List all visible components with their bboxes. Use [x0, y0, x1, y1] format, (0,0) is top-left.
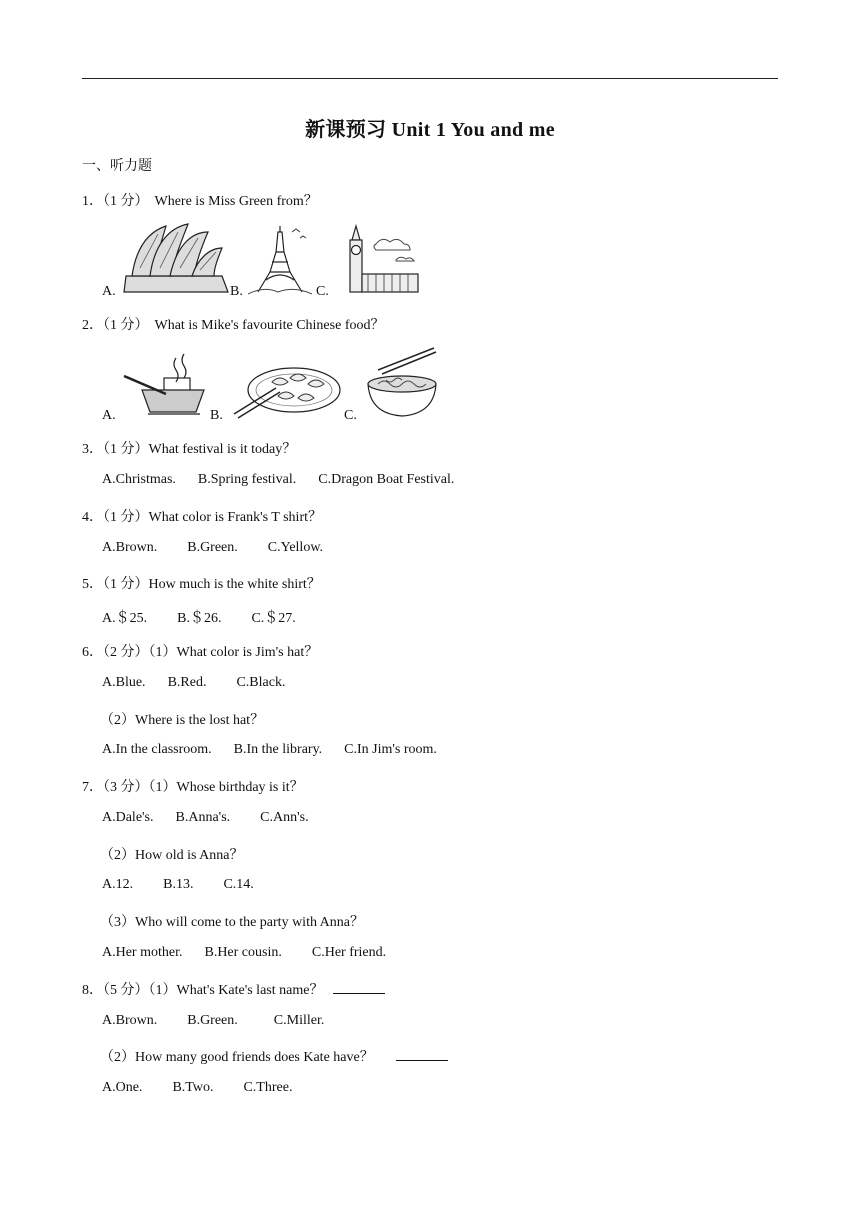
question-3 — [82, 438, 296, 458]
option-b: B.13. — [163, 877, 194, 892]
header-rule — [82, 78, 778, 79]
option-a: A.Brown. — [102, 1013, 158, 1028]
answer-options — [102, 607, 296, 627]
option-c: C.Dragon Boat Festival. — [318, 472, 455, 487]
answer-options — [102, 945, 386, 961]
option-a: A.One. — [102, 1080, 143, 1095]
option-b: B.Anna's. — [175, 810, 231, 825]
question-text: What festival is it today？ — [148, 442, 297, 457]
answer-options — [102, 1080, 292, 1096]
question-number: 3．（1 分） — [82, 442, 149, 457]
option-a: A.Her mother. — [102, 945, 183, 960]
option-label-c: C. — [344, 408, 357, 423]
question-6 — [82, 641, 318, 661]
option-label-a: A. — [102, 408, 116, 423]
question-number: 6．（2 分） — [82, 645, 149, 660]
answer-options — [102, 675, 285, 691]
question-1 — [82, 190, 318, 210]
option-a: A.Brown. — [102, 540, 158, 555]
sub-question: （3）Who will come to the party with Anna？ — [100, 915, 365, 930]
answer-options — [102, 742, 437, 758]
answer-options — [102, 810, 309, 826]
option-b: B.Spring festival. — [197, 472, 297, 487]
option-c: C.Black. — [236, 675, 286, 690]
option-a: A.Dale's. — [102, 810, 154, 825]
option-label-c: C. — [316, 284, 329, 299]
question-number: 5．（1 分） — [82, 577, 149, 592]
answer-blank[interactable] — [333, 979, 385, 994]
option-b: B.Green. — [187, 1013, 238, 1028]
option-b: B.Her cousin. — [204, 945, 282, 960]
sub-question-text: （2）How many good friends does Kate have？ — [100, 1050, 374, 1065]
option-c: C.Yellow. — [267, 540, 324, 555]
question-7 — [82, 776, 304, 796]
question-number: 4．（1 分） — [82, 510, 149, 525]
question-text: What is Mike's favourite Chinese food？ — [154, 318, 385, 333]
option-b: B.＄26. — [177, 611, 222, 626]
hotpot-icon — [120, 350, 210, 420]
sub-question: （2）How old is Anna？ — [100, 848, 244, 863]
page-title: 新课预习 Unit 1 You and me — [305, 119, 555, 141]
answer-options — [102, 540, 323, 556]
answer-options — [102, 472, 454, 488]
option-a: A.＄25. — [102, 611, 148, 626]
big-ben-icon — [336, 220, 422, 296]
section-heading: 一、听力题 — [82, 159, 152, 174]
option-a: A.12. — [102, 877, 134, 892]
answer-options — [102, 877, 254, 893]
question-number: 7．（3 分） — [82, 780, 149, 795]
answer-blank[interactable] — [396, 1046, 448, 1061]
dumplings-icon — [232, 360, 344, 420]
question-4 — [82, 506, 322, 526]
question-text: （1）Whose birthday is it？ — [148, 780, 304, 795]
question-number: 1．（1 分） — [82, 194, 149, 209]
option-a: A.Blue. — [102, 675, 146, 690]
option-b: B.Two. — [172, 1080, 214, 1095]
option-b: B.Red. — [167, 675, 207, 690]
noodles-icon — [364, 344, 440, 420]
option-c: C.14. — [223, 877, 254, 892]
option-c: C.Ann's. — [260, 810, 309, 825]
question-8 — [82, 979, 385, 999]
opera-house-icon — [122, 218, 232, 296]
option-label-a: A. — [102, 284, 116, 299]
question-text: How much is the white shirt？ — [148, 577, 321, 592]
option-c: C.Three. — [243, 1080, 293, 1095]
question-number: 8．（5 分） — [82, 983, 149, 998]
option-c: C.In Jim's room. — [344, 742, 437, 757]
question-text: What color is Frank's T shirt？ — [148, 510, 322, 525]
option-c: C.Miller. — [273, 1013, 325, 1028]
option-label-b: B. — [210, 408, 223, 423]
option-b: B.Green. — [187, 540, 238, 555]
sub-question — [100, 1046, 448, 1066]
question-2 — [82, 314, 384, 334]
question-text: （1）What color is Jim's hat？ — [148, 645, 319, 660]
question-number: 2．（1 分） — [82, 318, 149, 333]
eiffel-tower-icon — [248, 222, 312, 296]
question-5 — [82, 573, 321, 593]
option-c: C.Her friend. — [311, 945, 387, 960]
question-text: Where is Miss Green from？ — [154, 194, 318, 209]
option-a: A.Christmas. — [102, 472, 176, 487]
option-label-b: B. — [230, 284, 243, 299]
option-a: A.In the classroom. — [102, 742, 212, 757]
answer-options — [102, 1013, 324, 1029]
option-c: C.＄27. — [251, 611, 296, 626]
option-b: B.In the library. — [233, 742, 323, 757]
question-text: （1）What's Kate's last name？ — [148, 983, 324, 998]
sub-question: （2）Where is the lost hat？ — [100, 713, 265, 728]
